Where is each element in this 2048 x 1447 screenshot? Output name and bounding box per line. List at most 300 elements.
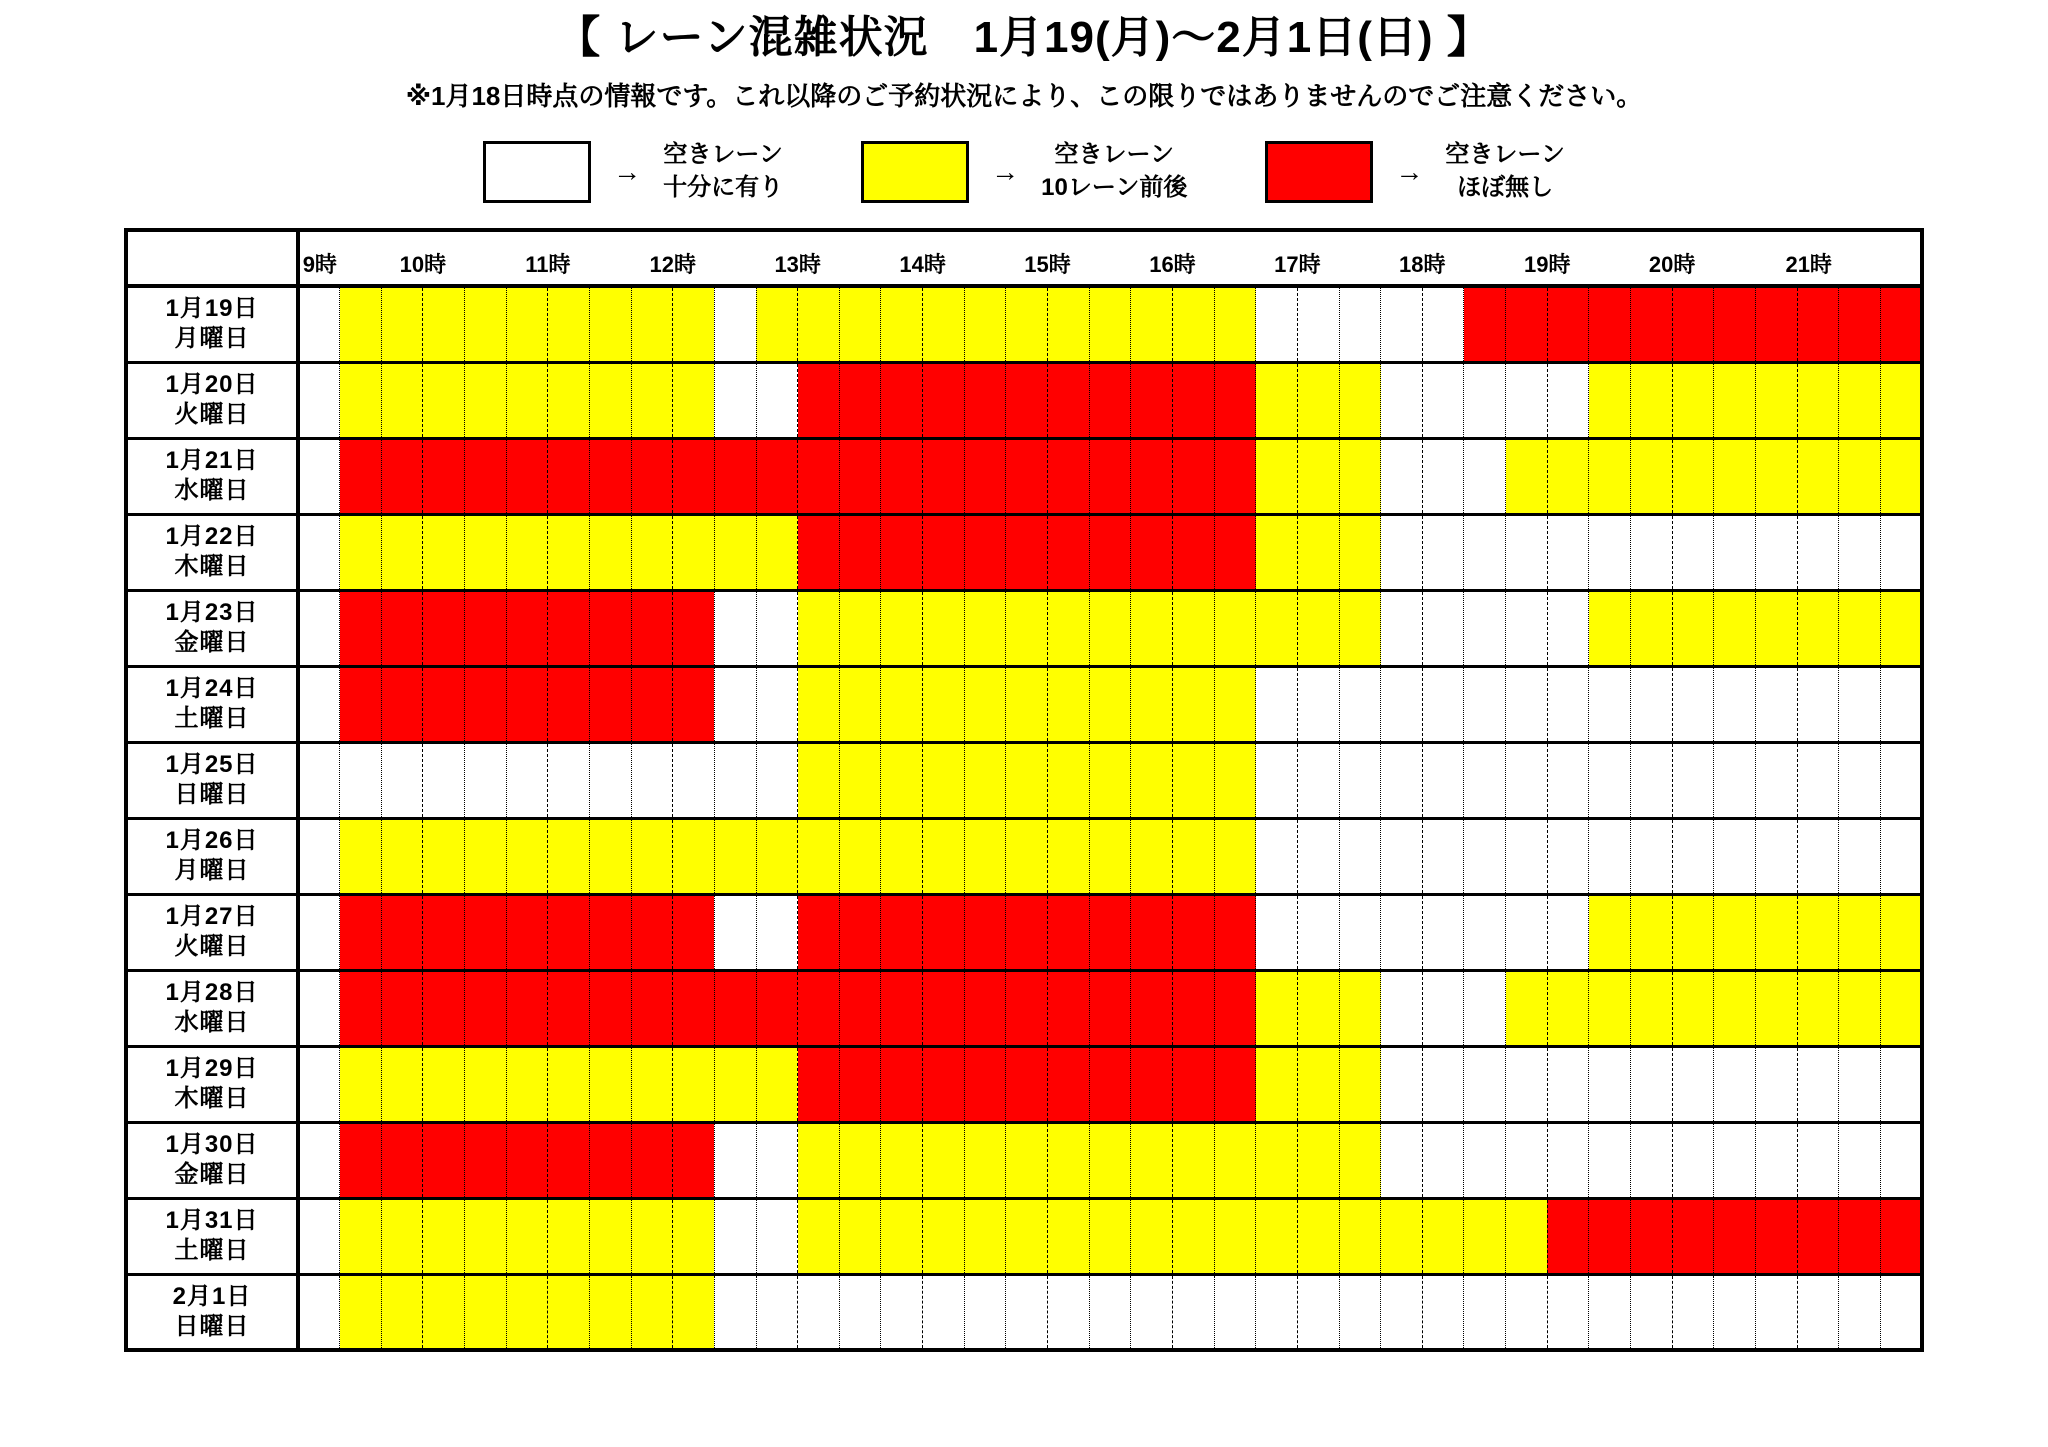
heat-cell (1464, 742, 1506, 818)
heat-cell (839, 1274, 881, 1350)
legend-label-line2: 10レーン前後 (1041, 173, 1188, 201)
row-weekday: 土曜日 (174, 705, 250, 733)
heat-cell (1297, 818, 1339, 894)
heat-cell (1339, 894, 1381, 970)
heat-cell (1381, 894, 1423, 970)
heat-cell (798, 970, 840, 1046)
heat-cell (714, 742, 756, 818)
heat-cell (714, 1274, 756, 1350)
heat-cell (1131, 362, 1173, 438)
heat-cell (589, 1274, 631, 1350)
heat-cell (589, 514, 631, 590)
heat-cell (1297, 1046, 1339, 1122)
heat-cell (1755, 438, 1797, 514)
hour-header-20時 (1648, 230, 1714, 286)
hour-header-16時 (1149, 230, 1214, 286)
heat-cell (1339, 1274, 1381, 1350)
heat-cell (798, 1274, 840, 1350)
hour-header-spacer (1214, 230, 1256, 286)
heat-cell (1089, 666, 1131, 742)
heat-cell (298, 742, 340, 818)
heat-cell (673, 514, 715, 590)
heat-cell (1256, 894, 1298, 970)
heat-cell (1714, 1046, 1756, 1122)
heat-cell (881, 1274, 923, 1350)
heat-cell (1589, 1046, 1631, 1122)
heat-cell (1339, 590, 1381, 666)
heat-cell (756, 286, 798, 362)
row-weekday: 日曜日 (174, 1312, 250, 1340)
heat-cell (1172, 1122, 1214, 1198)
row-date: 1月22日 (165, 523, 259, 551)
heat-cell (631, 742, 673, 818)
heat-cell (1547, 514, 1589, 590)
row-date-label (126, 1274, 298, 1350)
heat-cell (673, 970, 715, 1046)
heat-cell (881, 1122, 923, 1198)
heat-cell (673, 438, 715, 514)
row-date: 1月30日 (165, 1131, 259, 1159)
heat-cell (589, 1122, 631, 1198)
heat-cell (964, 1198, 1006, 1274)
page-title: 【 レーン混雑状況 1月19(月)〜2月1日(日) 】 (556, 13, 1492, 62)
heat-cell (839, 438, 881, 514)
heat-cell (1422, 362, 1464, 438)
heat-cell (964, 362, 1006, 438)
heat-cell (1589, 818, 1631, 894)
table-row (126, 438, 1922, 514)
heat-cell (340, 818, 382, 894)
hour-label-15時: 15時 (1024, 252, 1071, 278)
heat-cell (1547, 894, 1589, 970)
heat-cell (1214, 590, 1256, 666)
heat-cell (1880, 1122, 1922, 1198)
heat-cell (1839, 514, 1881, 590)
heat-cell (1048, 1274, 1090, 1350)
heat-cell (1089, 590, 1131, 666)
hour-label-17時: 17時 (1274, 252, 1321, 278)
heat-cell (589, 438, 631, 514)
heat-cell (923, 590, 965, 666)
heat-cell (798, 894, 840, 970)
heat-cell (756, 1122, 798, 1198)
heat-cell (1797, 362, 1839, 438)
row-date: 1月29日 (165, 1055, 259, 1083)
heat-cell (964, 590, 1006, 666)
heat-cell (1714, 818, 1756, 894)
heat-cell (1172, 514, 1214, 590)
heat-cell (1464, 1274, 1506, 1350)
heat-cell (1880, 438, 1922, 514)
heat-cell (1631, 286, 1673, 362)
hour-header-11時 (525, 230, 590, 286)
heat-cell (964, 1274, 1006, 1350)
row-date-label (126, 362, 298, 438)
row-date: 1月28日 (165, 979, 259, 1007)
row-weekday: 木曜日 (174, 553, 250, 581)
heat-cell (1214, 894, 1256, 970)
heat-cell (1464, 1122, 1506, 1198)
heat-cell (714, 286, 756, 362)
heat-cell (1131, 590, 1173, 666)
row-weekday: 金曜日 (174, 1161, 250, 1189)
heat-cell (1506, 438, 1548, 514)
heat-cell (589, 894, 631, 970)
hour-header-spacer (1880, 230, 1922, 286)
heat-cell (1797, 1046, 1839, 1122)
heat-cell (1672, 362, 1714, 438)
heat-cell (1797, 1198, 1839, 1274)
heat-cell (1797, 894, 1839, 970)
heat-cell (506, 818, 548, 894)
heat-cell (1672, 514, 1714, 590)
heat-cell (1672, 970, 1714, 1046)
heat-cell (1714, 286, 1756, 362)
heat-cell (423, 590, 465, 666)
heat-cell (1089, 742, 1131, 818)
heat-cell (1797, 590, 1839, 666)
row-weekday: 火曜日 (174, 933, 250, 961)
heat-cell (964, 438, 1006, 514)
heat-cell (1880, 666, 1922, 742)
heat-cell (1797, 818, 1839, 894)
heat-cell (506, 438, 548, 514)
heat-cell (1672, 286, 1714, 362)
heat-cell (340, 590, 382, 666)
heat-cell (1048, 894, 1090, 970)
legend-label-line2: ほぼ無し (1457, 173, 1554, 201)
heat-cell (673, 286, 715, 362)
heat-cell (1381, 438, 1423, 514)
heat-cell (1547, 362, 1589, 438)
heat-cell (423, 742, 465, 818)
heat-cell (1839, 1046, 1881, 1122)
hour-header-spacer (589, 230, 631, 286)
row-date: 1月20日 (165, 371, 259, 399)
heat-cell (506, 894, 548, 970)
hour-header-spacer (964, 230, 1006, 286)
heat-cell (506, 514, 548, 590)
heat-cell (1880, 818, 1922, 894)
table-row (126, 286, 1922, 362)
heat-cell (839, 894, 881, 970)
heat-cell (1048, 970, 1090, 1046)
heat-cell (465, 438, 507, 514)
heat-cell (756, 1274, 798, 1350)
row-date: 2月1日 (172, 1282, 252, 1310)
heat-cell (923, 818, 965, 894)
heat-cell (839, 1198, 881, 1274)
heat-cell (1422, 590, 1464, 666)
heat-cell (1339, 1046, 1381, 1122)
heat-cell (923, 514, 965, 590)
heat-cell (1589, 894, 1631, 970)
heat-cell (1256, 590, 1298, 666)
heat-cell (1589, 1198, 1631, 1274)
heat-cell (548, 742, 590, 818)
heat-cell (1214, 1274, 1256, 1350)
heat-cell (1589, 362, 1631, 438)
heat-cell (964, 514, 1006, 590)
heat-cell (1381, 362, 1423, 438)
heat-cell (756, 514, 798, 590)
heat-cell (881, 666, 923, 742)
heat-cell (465, 362, 507, 438)
heat-cell (1131, 666, 1173, 742)
heat-cell (1422, 970, 1464, 1046)
legend-item (861, 139, 1187, 204)
heat-cell (1131, 970, 1173, 1046)
heat-cell (798, 818, 840, 894)
heat-cell (631, 362, 673, 438)
heat-cell (381, 742, 423, 818)
heat-cell (589, 970, 631, 1046)
heat-cell (1464, 970, 1506, 1046)
heat-cell (1880, 970, 1922, 1046)
heat-cell (1381, 286, 1423, 362)
heat-cell (381, 818, 423, 894)
heat-cell (1297, 742, 1339, 818)
heat-cell (1547, 590, 1589, 666)
heat-cell (881, 1198, 923, 1274)
heat-cell (964, 1122, 1006, 1198)
legend-swatch-white-icon (483, 141, 591, 203)
heat-cell (1256, 970, 1298, 1046)
heat-cell (589, 1046, 631, 1122)
heat-cell (1464, 514, 1506, 590)
heat-cell (1048, 818, 1090, 894)
heat-cell (1131, 286, 1173, 362)
table-row (126, 742, 1922, 818)
legend (0, 139, 2048, 204)
heat-cell (881, 894, 923, 970)
heat-cell (1547, 818, 1589, 894)
heat-cell (1880, 514, 1922, 590)
heat-cell (1297, 1198, 1339, 1274)
heat-cell (1297, 970, 1339, 1046)
hour-header-spacer (714, 230, 756, 286)
heat-cell (714, 1122, 756, 1198)
heat-cell (506, 590, 548, 666)
heat-cell (1172, 894, 1214, 970)
row-date: 1月26日 (165, 827, 259, 855)
heat-cell (298, 1198, 340, 1274)
heat-cell (1131, 1122, 1173, 1198)
heat-cell (1714, 1122, 1756, 1198)
heat-cell (1131, 438, 1173, 514)
heat-cell (631, 970, 673, 1046)
heat-cell (1256, 286, 1298, 362)
heat-cell (1256, 1122, 1298, 1198)
heat-cell (1880, 1198, 1922, 1274)
legend-arrow-icon: → (991, 155, 1020, 187)
heat-cell (381, 894, 423, 970)
heat-cell (589, 362, 631, 438)
hour-header-21時 (1785, 230, 1839, 286)
heat-cell (1381, 742, 1423, 818)
heat-cell (1214, 438, 1256, 514)
heat-cell (631, 590, 673, 666)
heat-cell (381, 970, 423, 1046)
heat-cell (1172, 1274, 1214, 1350)
heat-cell (465, 742, 507, 818)
heat-cell (1339, 1122, 1381, 1198)
heat-cell (1172, 438, 1214, 514)
heat-cell (1381, 666, 1423, 742)
table-row (126, 590, 1922, 666)
heat-cell (1755, 590, 1797, 666)
heat-cell (548, 1274, 590, 1350)
heat-cell (1547, 1198, 1589, 1274)
heat-cell (1172, 666, 1214, 742)
heat-cell (548, 666, 590, 742)
heat-cell (1172, 818, 1214, 894)
row-weekday: 火曜日 (174, 401, 250, 429)
heat-cell (1714, 1198, 1756, 1274)
row-date-label (126, 742, 298, 818)
heat-cell (964, 742, 1006, 818)
heat-cell (589, 818, 631, 894)
hour-header-spacer (1589, 230, 1631, 286)
heat-cell (1297, 894, 1339, 970)
heat-cell (798, 742, 840, 818)
heat-cell (1089, 286, 1131, 362)
heat-cell (506, 1046, 548, 1122)
row-weekday: 月曜日 (174, 857, 250, 885)
legend-label (663, 139, 783, 204)
heat-cell (340, 742, 382, 818)
heat-cell (423, 970, 465, 1046)
heat-cell (1422, 1046, 1464, 1122)
hour-label-20時: 20時 (1648, 252, 1696, 278)
row-date-label (126, 894, 298, 970)
heat-cell (1464, 818, 1506, 894)
heat-cell (1797, 970, 1839, 1046)
heat-cell (1297, 590, 1339, 666)
heat-cell (839, 1046, 881, 1122)
heat-cell (1797, 1274, 1839, 1350)
heat-cell (1131, 742, 1173, 818)
heat-cell (340, 514, 382, 590)
heat-cell (1672, 666, 1714, 742)
heat-cell (465, 894, 507, 970)
row-date: 1月31日 (165, 1207, 259, 1235)
row-date: 1月24日 (165, 675, 259, 703)
heat-cell (465, 286, 507, 362)
heat-cell (1381, 514, 1423, 590)
heat-cell (1631, 590, 1673, 666)
heat-cell (1339, 970, 1381, 1046)
heat-cell (881, 970, 923, 1046)
heat-cell (714, 362, 756, 438)
legend-item (483, 139, 783, 204)
heat-cell (1464, 1198, 1506, 1274)
hour-label-12時: 12時 (649, 252, 696, 278)
hour-label-13時: 13時 (774, 252, 821, 278)
heat-cell (923, 742, 965, 818)
heat-cell (923, 362, 965, 438)
heat-cell (964, 1046, 1006, 1122)
heat-cell (1464, 286, 1506, 362)
heat-cell (1631, 1198, 1673, 1274)
heat-cell (1256, 818, 1298, 894)
hour-header-spacer (1089, 230, 1131, 286)
heat-cell (1089, 362, 1131, 438)
heat-cell (1422, 1198, 1464, 1274)
row-date: 1月27日 (165, 903, 259, 931)
heat-cell (1089, 1274, 1131, 1350)
heat-cell (1006, 514, 1048, 590)
heat-cell (423, 362, 465, 438)
row-date-label (126, 514, 298, 590)
heat-cell (506, 286, 548, 362)
heat-cell (465, 1122, 507, 1198)
heat-cell (1589, 1122, 1631, 1198)
hour-header-spacer (1839, 230, 1881, 286)
heat-cell (1755, 1122, 1797, 1198)
heat-cell (298, 286, 340, 362)
heat-cell (1880, 1046, 1922, 1122)
heat-cell (631, 1122, 673, 1198)
heat-cell (1048, 1198, 1090, 1274)
heat-cell (673, 1046, 715, 1122)
heat-cell (1339, 438, 1381, 514)
heat-cell (1589, 590, 1631, 666)
heat-cell (839, 818, 881, 894)
table-row (126, 1198, 1922, 1274)
hour-label-21時: 21時 (1785, 252, 1832, 278)
heat-cell (298, 1122, 340, 1198)
row-weekday: 水曜日 (174, 1009, 250, 1037)
heat-cell (423, 1046, 465, 1122)
heat-cell (1048, 286, 1090, 362)
heat-cell (1339, 286, 1381, 362)
heat-cell (1755, 1046, 1797, 1122)
heat-cell (1339, 514, 1381, 590)
heat-cell (381, 514, 423, 590)
heat-cell (548, 1046, 590, 1122)
heat-cell (673, 666, 715, 742)
heat-cell (1048, 590, 1090, 666)
row-weekday: 木曜日 (174, 1085, 250, 1113)
heat-cell (1131, 514, 1173, 590)
legend-label-line1: 空きレーン (663, 141, 783, 169)
heat-cell (1464, 1046, 1506, 1122)
heat-cell (589, 590, 631, 666)
hour-header-12時 (649, 230, 715, 286)
heat-cell (839, 1122, 881, 1198)
heat-cell (381, 286, 423, 362)
heat-cell (1506, 742, 1548, 818)
heat-cell (881, 514, 923, 590)
heat-cell (381, 1122, 423, 1198)
heat-cell (1547, 286, 1589, 362)
heat-cell (1797, 286, 1839, 362)
heat-cell (506, 1274, 548, 1350)
heat-cell (1214, 970, 1256, 1046)
heat-cell (1048, 742, 1090, 818)
heat-cell (923, 894, 965, 970)
heat-cell (1256, 742, 1298, 818)
heat-cell (1672, 1122, 1714, 1198)
heat-cell (1048, 666, 1090, 742)
heat-cell (673, 590, 715, 666)
row-date-label (126, 1122, 298, 1198)
heat-cell (423, 666, 465, 742)
legend-label (1445, 139, 1565, 204)
heat-cell (673, 1198, 715, 1274)
heat-cell (714, 894, 756, 970)
